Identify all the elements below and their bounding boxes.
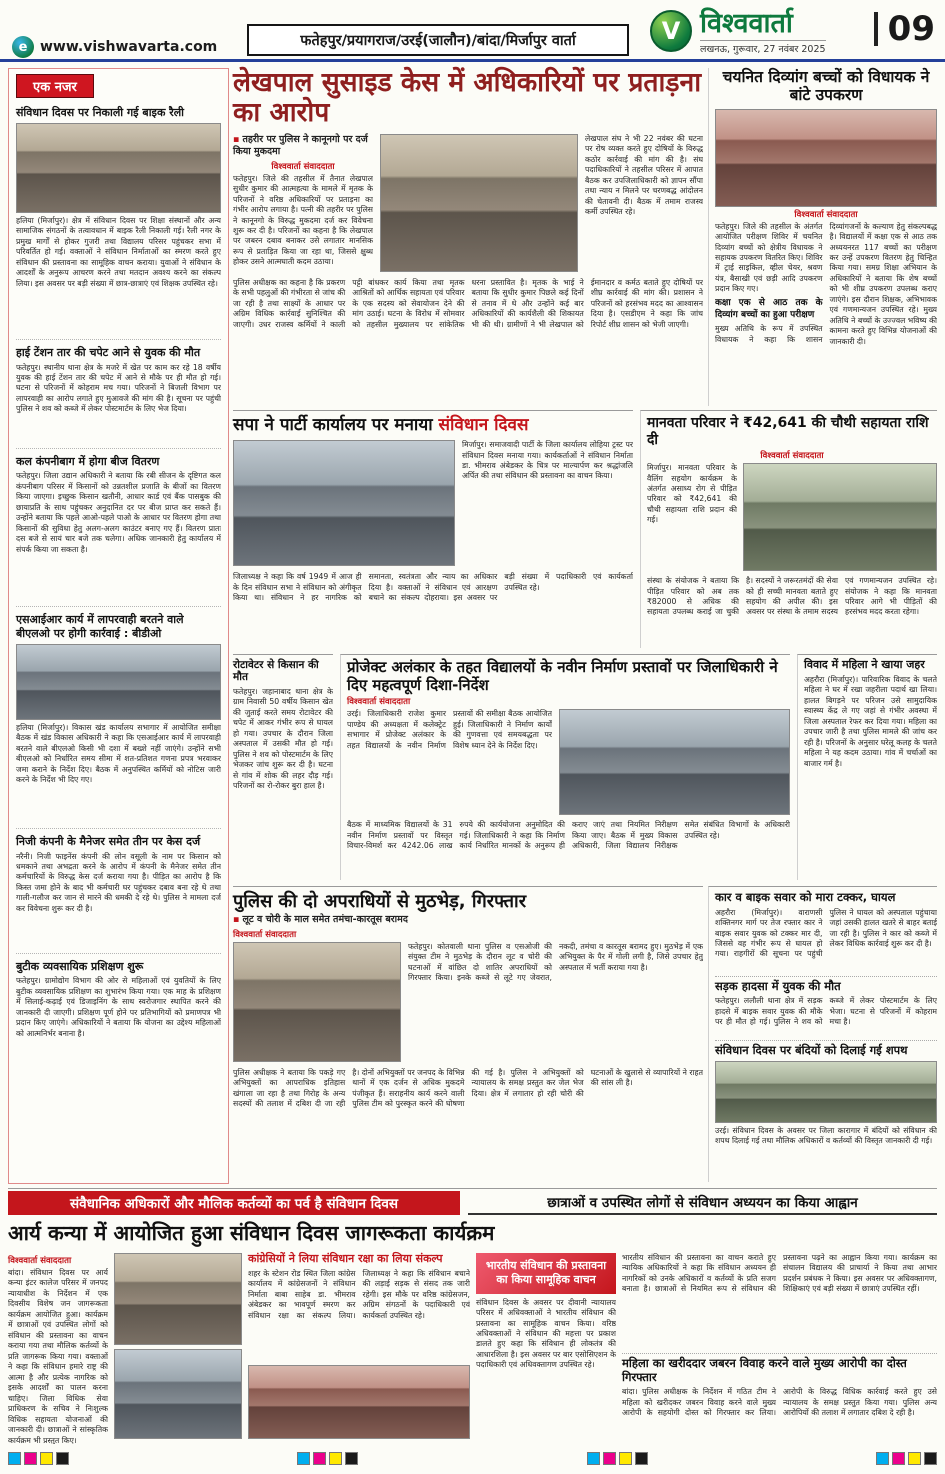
banner-right-text: छात्राओं व उपस्थित लोगों से संविधान अध्ययन का किया आह्वान (547, 1195, 858, 1211)
rotavator-article (233, 654, 333, 880)
cmyk-bar-3 (587, 1452, 648, 1465)
rotavator-body: फतेहपुर। जहानाबाद थाना क्षेत्र के ग्राम निवासी 50 वर्षीय किसान खेत की जुताई करते समय रोटावेटर की चपेट में आकर गंभीर रूप से घायल हो गया। उपचार के दौरान जिला अस्पताल में उसकी मौत हो गई। पुलिस ने शव को पोस्टमार्टम के लिए भेजकर जांच शुरू कर दी है। घटना से गांव में शोक की लहर दौड़ गई। परिजनों का रो-रोकर बुरा हाल है। (233, 686, 333, 790)
article-body: फतेहपुर। ग्रामोद्योग विभाग की ओर से महिलाओं एवं युवतियों के लिए बुटीक व्यवसायिक प्रशिक्षण का शुभारंभ किया गया। एक माह के प्रशिक्षण में सिलाई-कढ़ाई एवं डिजाइनिंग के साथ स्वरोजगार स्थापित करने की जानकारी दी जाएगी। प्रशिक्षण पूर्ण होने पर प्रतिभागियों को प्रमाणपत्र भी प्रदान किए जाएंगे। अधिकारियों ने बताया कि योजना का उद्देश्य महिलाओं को आत्मनिर्भर बनाना है। (16, 976, 221, 1038)
bottom-right-col (622, 1253, 937, 1445)
article-body: हलिया (मिर्जापुर)। विकास खंड कार्यालय सभागार में आयोजित समीक्षा बैठक में खंड विकास अधिकारी ने कहा कि एसआईआर कार्य में लापरवाही बरतने वाले बीएलओ किसी भी दशा में बख्शे नहीं जाएंगे। उन्होंने सभी बीएलओ को निर्धारित समय सीमा में शत-प्रतिशत गणना प्रपत्र भरवाकर जमा कराने के निर्देश दिए। बैठक में अनुपस्थित कर्मियों को नोटिस जारी करने के निर्देश भी दिए गए। (16, 722, 221, 785)
sidebar-article-blo-action (16, 613, 221, 829)
region-strip (247, 24, 629, 56)
banner-right (468, 1191, 937, 1215)
shapath-headline: संविधान दिवस पर बंदियों को दिलाई गई शपथ (715, 1043, 908, 1058)
print-color-bars (8, 1452, 937, 1465)
brand-text (700, 10, 826, 55)
lead-article (233, 68, 703, 406)
black-swatch (345, 1452, 358, 1465)
photo-blo-meeting (16, 644, 221, 720)
sadak-headline: सड़क हादसा में युवक की मौत (715, 978, 841, 993)
sapa-article (233, 410, 633, 648)
lead-subhead: ▪ तहरीर पर पुलिस ने कानूनगो पर दर्ज किया मुकदमा (233, 134, 373, 159)
preamble-body: संविधान दिवस के अवसर पर दीवानी न्यायालय परिसर में अधिवक्ताओं ने भारतीय संविधान की प्रस्तावना का सामूहिक वाचन किया। वरिष्ठ अधिवक्ताओं ने संविधान की महत्ता पर प्रकाश डालते हुए कहा कि संविधान ही लोकतंत्र की आधारशिला है। इस अवसर पर बार एसोसिएशन के पदाधिकारी एवं अधिवक्तागण उपस्थित रहे। (476, 1297, 616, 1370)
magenta-swatch (313, 1452, 326, 1465)
globe-icon (12, 36, 34, 58)
page-number (874, 9, 935, 49)
photo-jail-oath (715, 1061, 937, 1123)
lead-left-col (233, 134, 373, 272)
photo-divyang-camp (715, 109, 937, 207)
sadak-body: फतेहपुर। ललौली थाना क्षेत्र में सड़क हादसे में बाइक सवार युवक की मौके पर ही मौत हो गई। पुलिस ने शव को कब्जे में लेकर पोस्टमार्टम के लिए भेजा। घटना से परिजनों में कोहराम मचा है। (715, 996, 937, 1027)
ek-nazar-title (16, 74, 94, 98)
byline: विश्ववार्ता संवाददाता (233, 929, 297, 940)
edition-line: लखनऊ, गुरूवार, 27 नवंबर 2025 (700, 40, 826, 55)
alankar-body-row (347, 709, 790, 815)
byline: विश्ववार्ता संवाददाता (271, 161, 335, 172)
article-title: संविधान दिवस पर निकाली गई बाइक रैली (16, 106, 185, 119)
police-body-row (233, 942, 703, 1062)
alankar-headline: प्रोजेक्ट अलंकार के तहत विद्यालयों के नवीन निर्माण प्रस्तावों पर जिलाधिकारी ने दिए महत्वपूर्ण दिशा-निर्देश (347, 658, 778, 694)
article-title: कल कंपनीबाग में होगा बीज वितरण (16, 454, 160, 468)
header-rule (0, 59, 945, 62)
region-strip-text: फतेहपुर/प्रयागराज/उरई(जालौन)/बांदा/मिर्जापुर वार्ता (300, 33, 576, 49)
divyang-body-b: मुख्य अतिथि के रूप में उपस्थित विधायक ने कहा कि शासन दिव्यांगजनों के कल्याण हेतु संकल्पबद्ध है। विद्यालयों में कक्षा एक से आठ तक अध्ययनरत 117 बच्चों का परीक्षण कर उन्हें उपकरण वितरण हेतु चिन्हित किया गया। समग्र शिक्षा अभियान के अधिकारियों ने बताया कि शेष बच्चों को भी शीघ्र उपकरण उपलब्ध कराए जाएंगे। इस दौरान शिक्षक, अभिभावक एवं गणमान्यजन उपस्थित रहे। मुख्य अतिथि ने बच्चों के उज्ज्वल भविष्य की कामना करते हुए विभिन्न योजनाओं की जानकारी दी। (715, 221, 937, 346)
article-body: फतेहपुर। जिला उद्यान अधिकारी ने बताया कि रबी सीजन के दृष्टिगत कल कंपनीबाग परिसर में किसानों को उन्नतशील प्रजाति के बीजों का वितरण किया जाएगा। इच्छुक किसान खतौनी, आधार कार्ड एवं बैंक पासबुक की छायाप्रति के साथ पहुंचकर अनुदानित दर पर बीज प्राप्त कर सकते हैं। उन्होंने बताया कि पहले आओ-पहले पाओ के आधार पर वितरण होगा तथा किसानों की सुविधा हेतु अलग-अलग काउंटर बनाए गए हैं। वितरण प्रातः दस बजे से सायं चार बजे तक चलेगा। अधिक जानकारी हेतु कार्यालय में संपर्क किया जा सकता है। (16, 471, 221, 554)
divyang-subhead: कक्षा एक से आठ तक के दिव्यांग बच्चों का हुआ परीक्षण (715, 297, 823, 320)
manavta-body-row (647, 463, 937, 571)
divyang-headline: चयनित दिव्यांग बच्चों को विधायक ने बांटे उपकरण (722, 68, 930, 105)
police-headline: पुलिस की दो अपराधियों से मुठभेड़, गिरफ्तार (233, 891, 527, 912)
photo-lead-protest-meeting (380, 134, 578, 272)
sapa-body-b: जिलाध्यक्ष ने कहा कि वर्ष 1949 में आज ही के दिन संविधान सभा ने संविधान को अंगीकृत किया था। संविधान ने हर नागरिक को समानता, स्वतंत्रता और न्याय का अधिकार दिया है। वक्ताओं ने संविधान एवं आरक्षण बचाने का संकल्प दोहराया। इस अवसर पर बड़ी संख्या में पदाधिकारी एवं कार्यकर्ता उपस्थित रहे। (233, 572, 633, 602)
cyan-swatch (297, 1452, 310, 1465)
cyan-swatch (587, 1452, 600, 1465)
article-title: निजी कंपनी के मैनेजर समेत तीन पर केस दर्ज (16, 834, 201, 848)
brand-block (650, 10, 826, 55)
bottom-headline: आर्य कन्या में आयोजित हुआ संविधान दिवस जागरूकता कार्यक्रम (8, 1221, 495, 1245)
congress-body: शहर के स्टेशन रोड स्थित जिला कांग्रेस कार्यालय में कांग्रेसजनों ने संविधान निर्माता बाबा साहेब डा. भीमराव अंबेडकर का भावपूर्ण स्मरण कर संविधान रक्षा का संकल्प लिया। जिलाध्यक्ष ने कहा कि संविधान बचाने की लड़ाई सड़क से संसद तक जारी रहेगी। इस मौके पर वरिष्ठ कांग्रेसजन, अग्रिम संगठनों के पदाधिकारी एवं कार्यकर्ता उपस्थित रहे। (248, 1268, 470, 1320)
yellow-swatch (619, 1452, 632, 1465)
divyang-article (708, 68, 937, 406)
cmyk-bar-1 (8, 1452, 69, 1465)
photo-congress-office (248, 1365, 470, 1439)
bottom-right-body: भारतीय संविधान की प्रस्तावना का वाचन कराते हुए न्यायिक अधिकारियों ने कहा कि संविधान अध्ययन ही नागरिकों को उनके अधिकारों व कर्तव्यों के प्रति सजग बनाता है। छात्राओं से नियमित रूप से संविधान की प्रस्तावना पढ़ने का आह्वान किया गया। कार्यक्रम का संचालन विद्यालय की प्राचार्या ने किया तथा आभार प्रदर्शन प्रबंधक ने किया। इस अवसर पर अधिवक्तागण, शिक्षिकाएं एवं बड़ी संख्या में छात्राएं उपस्थित रहीं। (622, 1253, 937, 1294)
carbike-headline: कार व बाइक सवार को मारा टक्कर, घायल (715, 890, 896, 904)
manavta-body-a: मिर्जापुर। मानवता परिवार के वैलिंग सहयोग कार्यक्रम के अंतर्गत असाध्य रोग से पीड़ित परिवार को ₹42,641 की चौथी सहायता राशि प्रदान की गई। (647, 463, 737, 525)
carbike-article (715, 891, 937, 972)
shapath-body: उरई। संविधान दिवस के अवसर पर जिला कारागार में बंदियों को संविधान की शपथ दिलाई गई तथा मौलिक अधिकारों व कर्तव्यों की विस्तृत जानकारी दी गई। (715, 1125, 937, 1146)
sapa-body-row (233, 440, 633, 566)
poison-headline: विवाद में महिला ने खाया जहर (804, 658, 925, 671)
sapa-headline (233, 415, 633, 435)
bottom-photo-stack (114, 1253, 242, 1439)
byline: विश्ववार्ता संवाददाता (760, 451, 824, 462)
cyan-swatch (8, 1452, 21, 1465)
yellow-swatch (908, 1452, 921, 1465)
article-body: नरैनी। निजी फाइनेंस कंपनी की लोन वसूली के नाम पर किसान को धमकाने तथा अभद्रता करने के आरोप में कंपनी के मैनेजर समेत तीन कर्मचारियों के विरुद्ध केस दर्ज कराया गया है। पीड़ित का आरोप है कि किस्त जमा होने के बाद भी कर्मचारी घर पहुंचकर दबाव बना रहे थे तथा गाली-गलौज कर जान से मारने की धमकी दे रहे थे। पुलिस ने मामला दर्ज कर विवेचना शुरू कर दी है। (16, 851, 221, 913)
black-swatch (924, 1452, 937, 1465)
sidebar-article-boutique-training (16, 960, 221, 1092)
photo-arya-kanya-students (114, 1349, 242, 1439)
article-title: हाई टेंशन तार की चपेट आने से युवक की मौत (16, 345, 201, 359)
sadak-article (715, 976, 937, 1037)
preamble-headline-box (476, 1253, 616, 1294)
yellow-swatch (329, 1452, 342, 1465)
sapa-headline-black: सपा ने पार्टी कार्यालय पर मनाया (233, 415, 433, 435)
banner-left (8, 1191, 460, 1215)
manavta-article (640, 410, 937, 648)
sapa-headline-red: संविधान दिवस (438, 415, 529, 435)
masthead (0, 0, 945, 62)
magenta-swatch (24, 1452, 37, 1465)
photo-arya-kanya-event (114, 1253, 242, 1345)
lead-body-row (233, 134, 703, 272)
bottom-main-body: बांदा। संविधान दिवस पर आर्य कन्या इंटर कालेज परिसर में जनपद न्यायाधीश के निर्देशन में एक दिवसीय विशेष जन जागरूकता कार्यक्रम आयोजित हुआ। कार्यक्रम में छात्राओं एवं उपस्थित लोगों को संविधान की प्रस्तावना का वाचन कराया गया तथा मौलिक कर्तव्यों के प्रति जागरूक किया गया। वक्ताओं ने कहा कि संविधान हमारे राष्ट्र की आत्मा है और प्रत्येक नागरिक को इसके आदर्शों का पालन करना चाहिए। जिला विधिक सेवा प्राधिकरण के सचिव ने निःशुल्क विधिक सहायता योजनाओं की जानकारी दी। छात्राओं ने सांस्कृतिक कार्यक्रम भी प्रस्तुत किए। (8, 1268, 108, 1444)
bottom-main-col (8, 1253, 108, 1444)
lead-body-bottom: पुलिस अधीक्षक का कहना है कि प्रकरण के सभी पहलुओं की गंभीरता से जांच की जा रही है तथा साक्ष्यों के आधार पर अग्रिम विधिक कार्रवाई सुनिश्चित की जाएगी। उधर राजस्व कर्मियों ने काली पट्टी बांधकर कार्य किया तथा मृतक आश्रितों को आर्थिक सहायता एवं परिवार के एक सदस्य को सेवायोजन देने की मांग उठाई। घटना के विरोध में सोमवार को तहसील मुख्यालय पर सांकेतिक धरना प्रस्तावित है। मृतक के भाई ने बताया कि सुधीर कुमार पिछले कई दिनों से तनाव में थे और उन्होंने कई बार अधिकारियों की कार्यशैली की शिकायत भी की थी। ग्रामीणों ने भी लेखपाल को ईमानदार व कर्मठ बताते हुए दोषियों पर शीघ्र कार्रवाई की मांग की। प्रशासन ने परिजनों को हरसंभव मदद का आश्वासन दिया है। एसडीएम ने कहा कि जांच रिपोर्ट शीघ्र शासन को भेजी जाएगी। (233, 277, 703, 329)
photo-sapa-office (233, 440, 455, 566)
preamble-article (476, 1253, 616, 1420)
website-block (12, 36, 217, 58)
divyang-body-a: फतेहपुर। जिले की तहसील के अंतर्गत आयोजित परीक्षण शिविर में चयनित दिव्यांग बच्चों को क्षेत्रीय विधायक ने सहायक उपकरण वितरित किए। शिविर में ट्राई साइकिल, व्हील चेयर, श्रवण यंत्र, बैसाखी एवं छड़ी आदि उपकरण प्रदान किए गए। (715, 221, 823, 294)
bottom-section (8, 1188, 937, 1446)
right-bottom-column (708, 886, 937, 1182)
brand-logo-icon (650, 10, 692, 52)
police-subhead: ▪ लूट व चोरी के माल समेत तमंचा-कारतूस बरामद (233, 914, 703, 926)
photo-alankar-meeting (559, 709, 790, 815)
divyang-body (715, 222, 937, 404)
black-swatch (56, 1452, 69, 1465)
ek-nazar-title-text: एक नजर (33, 80, 77, 95)
byline: विश्ववार्ता संवाददाता (8, 1256, 72, 1266)
poison-article (797, 654, 937, 880)
mahila-headline: महिला का खरीददार जबरन विवाह करने वाले मुख्य आरोपी का दोस्त गिरफ्तार (622, 1353, 937, 1384)
rotavator-headline: रोटावेटर से किसान की मौत (233, 659, 319, 684)
police-body-a: फतेहपुर। कोतवाली थाना पुलिस व एसओजी की संयुक्त टीम ने मुठभेड़ के दौरान लूट व चोरी की घटनाओं में वांछित दो शातिर अपराधियों को गिरफ्तार किया। इनके कब्जे से लूटे गए जेवरात, नकदी, तमंचा व कारतूस बरामद हुए। मुठभेड़ में एक अभियुक्त के पैर में गोली लगी है, जिसे उपचार हेतु अस्पताल में भर्ती कराया गया है। (408, 941, 703, 982)
black-swatch (635, 1452, 648, 1465)
paper-name: विश्ववार्ता (700, 8, 793, 39)
magenta-swatch (603, 1452, 616, 1465)
sidebar-article-fir-managers (16, 835, 221, 954)
manavta-body-b: संस्था के संयोजक ने बताया कि पीड़ित परिवार को अब तक ₹82000 से अधिक की सहायता उपलब्ध कराई जा चुकी है। सदस्यों ने जरूरतमंदों की सेवा को ही सच्ची मानवता बताते हुए सहयोग की अपील की। इस अवसर पर संस्था के तमाम सदस्य एवं गणमान्यजन उपस्थित रहे। संयोजक ने कहा कि मानवता परिवार आगे भी पीड़ितों की हरसंभव मदद करता रहेगा। (647, 576, 937, 617)
cmyk-bar-4 (876, 1452, 937, 1465)
lead-body-right: लेखपाल संघ ने भी 22 नवंबर की घटना पर रोष व्यक्त करते हुए दोषियों के विरुद्ध कठोर कार्रवाई की मांग की है। संघ पदाधिकारियों ने तहसील परिसर में आपात बैठक कर उपजिलाधिकारी को ज्ञापन सौंपा तथा न्याय न मिलने पर चरणबद्ध आंदोलन की चेतावनी दी। बैठक में तमाम राजस्व कर्मी उपस्थित रहे। (585, 133, 703, 217)
shapath-article (715, 1040, 937, 1156)
article-body: फतेहपुर। स्थानीय थाना क्षेत्र के मजरे में खेत पर काम कर रहे 18 वर्षीय युवक की हाई टेंशन तार की चपेट में आने से मौके पर ही मौत हो गई। घटना से परिजनों में कोहराम मच गया। परिजनों ने बिजली विभाग पर लापरवाही का आरोप लगाते हुए मुआवजे की मांग की है। सूचना पर पहुंची पुलिस ने शव को कब्जे में लेकर पोस्टमार्टम के लिए भेज दिया। (16, 362, 221, 414)
yellow-swatch (40, 1452, 53, 1465)
preamble-headline: भारतीय संविधान की प्रस्तावना का किया सामूहिक वाचन (485, 1259, 607, 1287)
sidebar-article-bike-rally (16, 106, 221, 340)
article-body: हलिया (मिर्जापुर)। क्षेत्र में संविधान दिवस पर शिक्षा संस्थानों और अन्य सामाजिक संगठनों के तत्वावधान में बाइक रैली निकाली गई। रैली नगर के प्रमुख मार्गों से होकर गुजरी तथा विद्यालय परिसर पहुंचकर सभा में परिवर्तित हो गई। वक्ताओं ने संविधान निर्माताओं का स्मरण करते हुए संविधान की प्रस्तावना का सामूहिक वाचन कराया। युवाओं ने संविधान के आदर्शों के अनुरूप आचरण करने तथा मतदान अवश्य करने का संकल्प लिया। इस अवसर पर बड़ी संख्या में छात्र-छात्राएं एवं शिक्षक उपस्थित रहे। (16, 215, 221, 288)
byline: विश्ववार्ता संवाददाता (347, 697, 411, 708)
carbike-body: अहरौरा (मिर्जापुर)। वाराणसी शक्तिनगर मार्ग पर तेज रफ्तार कार ने बाइक सवार युवक को टक्कर मार दी, जिससे वह गंभीर रूप से घायल हो गया। राहगीरों की सूचना पर पहुंची पुलिस ने घायल को अस्पताल पहुंचाया जहां उसकी हालत खतरे से बाहर बताई जा रही है। पुलिस ने कार को कब्जे में लेकर विधिक कार्रवाई शुरू कर दी है। (715, 907, 937, 959)
police-body-b: पुलिस अधीक्षक ने बताया कि पकड़े गए अभियुक्तों का आपराधिक इतिहास खंगाला जा रहा है तथा गिरोह के अन्य सदस्यों की तलाश में दबिश दी जा रही है। दोनों अभियुक्तों पर जनपद के विभिन्न थानों में एक दर्जन से अधिक मुकदमे पंजीकृत हैं। सराहनीय कार्य करने वाली पुलिस टीम को पुरस्कृत करने की घोषणा की गई है। पुलिस ने अभियुक्तों को न्यायालय के समक्ष प्रस्तुत कर जेल भेज दिया। क्षेत्र में लगातार हो रही चोरी की घटनाओं के खुलासे से व्यापारियों ने राहत की सांस ली है। (233, 1067, 703, 1108)
byline: विश्ववार्ता संवाददाता (794, 209, 858, 220)
article-title: एसआईआर कार्य में लापरवाही बरतने वाले बीएलओ पर होगी कार्रवाई : बीडीओ (16, 613, 184, 640)
sidebar-article-high-tension (16, 346, 221, 449)
magenta-swatch (892, 1452, 905, 1465)
lead-headline: लेखपाल सुसाइड केस में अधिकारियों पर प्रताड़ना का आरोप (233, 67, 702, 129)
manavta-headline: मानवता परिवार ने ₹42,641 की चौथी सहायता राशि दी (647, 415, 929, 448)
congress-article (248, 1253, 470, 1439)
cyan-swatch (876, 1452, 889, 1465)
photo-police-encounter (233, 942, 401, 1062)
banner-left-text: संवैधानिक अधिकारों और मौलिक कर्तव्यों का पर्व है संविधान दिवस (70, 1196, 398, 1212)
alankar-body-b: बैठक में माध्यमिक विद्यालयों के 31 नवीन निर्माण प्रस्तावों पर विस्तृत विचार-विमर्श कर 4242.06 लाख रुपये की कार्ययोजना अनुमोदित की गई। जिलाधिकारी ने कहा कि निर्माण कार्य निर्धारित मानकों के अनुरूप ही कराए जाएं तथा नियमित निरीक्षण किया जाए। बैठक में मुख्य विकास अधिकारी, जिला विद्यालय निरीक्षक समेत संबंधित विभागों के अधिकारी उपस्थित रहे। (347, 820, 790, 851)
mahila-body: बांदा। पुलिस अधीक्षक के निर्देशन में गठित टीम ने महिला को खरीदकर जबरन विवाह करने वाले मुख्य आरोपी के सहयोगी दोस्त को गिरफ्तार कर लिया। आरोपी के विरुद्ध विधिक कार्रवाई करते हुए उसे न्यायालय के समक्ष प्रस्तुत किया गया। पुलिस अन्य आरोपियों की तलाश में लगातार दबिश दे रही है। (622, 1387, 937, 1418)
ek-nazar-column (8, 68, 229, 1184)
page-number-text: 09 (887, 9, 935, 49)
photo-bike-rally (16, 123, 221, 213)
police-article (233, 886, 703, 1182)
website-url[interactable]: www.vishwavarta.com (40, 39, 218, 55)
congress-headline: कांग्रेसियों ने लिया संविधान रक्षा का लिया संकल्प (248, 1252, 443, 1265)
sapa-body-a: मिर्जापुर। समाजवादी पार्टी के जिला कार्यालय लोहिया ट्रस्ट पर संविधान दिवस मनाया गया। कार्यकर्ताओं ने संविधान निर्माता डा. भीमराव अंबेडकर के चित्र पर माल्यार्पण कर श्रद्धांजलि अर्पित की तथा संविधान की प्रस्तावना का वाचन किया। (462, 440, 633, 481)
poison-body: अहरौरा (मिर्जापुर)। पारिवारिक विवाद के चलते महिला ने घर में रखा जहरीला पदार्थ खा लिया। हालत बिगड़ने पर परिजन उसे सामुदायिक स्वास्थ्य केंद्र ले गए जहां से गंभीर अवस्था में जिला अस्पताल रेफर कर दिया गया। महिला का उपचार जारी है तथा पुलिस मामले की जांच कर रही है। परिजनों के अनुसार घरेलू कलह के चलते महिला ने यह कदम उठाया। गांव में चर्चाओं का बाजार गर्म है। (804, 674, 937, 768)
alankar-body-a: उरई। जिलाधिकारी राजेश कुमार पाण्डेय की अध्यक्षता में कलेक्ट्रेट सभागार में प्रोजेक्ट अलंकार के तहत विद्यालयों के नवीन निर्माण प्रस्तावों की समीक्षा बैठक आयोजित हुई। जिलाधिकारी ने निर्माण कार्यों की गुणवत्ता एवं समयबद्धता पर विशेष ध्यान देने के निर्देश दिए। (347, 709, 552, 750)
lead-body-left: फतेहपुर। जिले की तहसील में तैनात लेखपाल सुधीर कुमार की आत्महत्या के मामले में मृतक के परिजनों ने वरिष्ठ अधिकारियों पर प्रताड़ना का गंभीर आरोप लगाया है। पत्नी की तहरीर पर पुलिस ने कानूनगो के विरुद्ध मुकदमा दर्ज कर विवेचना शुरू कर दी है। परिजनों का कहना है कि लेखपाल पर जबरन दबाव बनाकर उसे लगातार मानसिक रूप से प्रताड़ित किया जा रहा था, जिससे क्षुब्ध होकर उसने आत्मघाती कदम उठाया। (233, 173, 373, 267)
photo-manavta-cheque (743, 463, 937, 571)
brand-logo-letter: V (661, 17, 681, 45)
article-title: बुटीक व्यवसायिक प्रशिक्षण शुरू (16, 959, 144, 973)
globe-letter: e (18, 39, 28, 55)
cmyk-bar-2 (297, 1452, 358, 1465)
sidebar-article-seed-distribution (16, 455, 221, 608)
alankar-article (340, 654, 790, 880)
